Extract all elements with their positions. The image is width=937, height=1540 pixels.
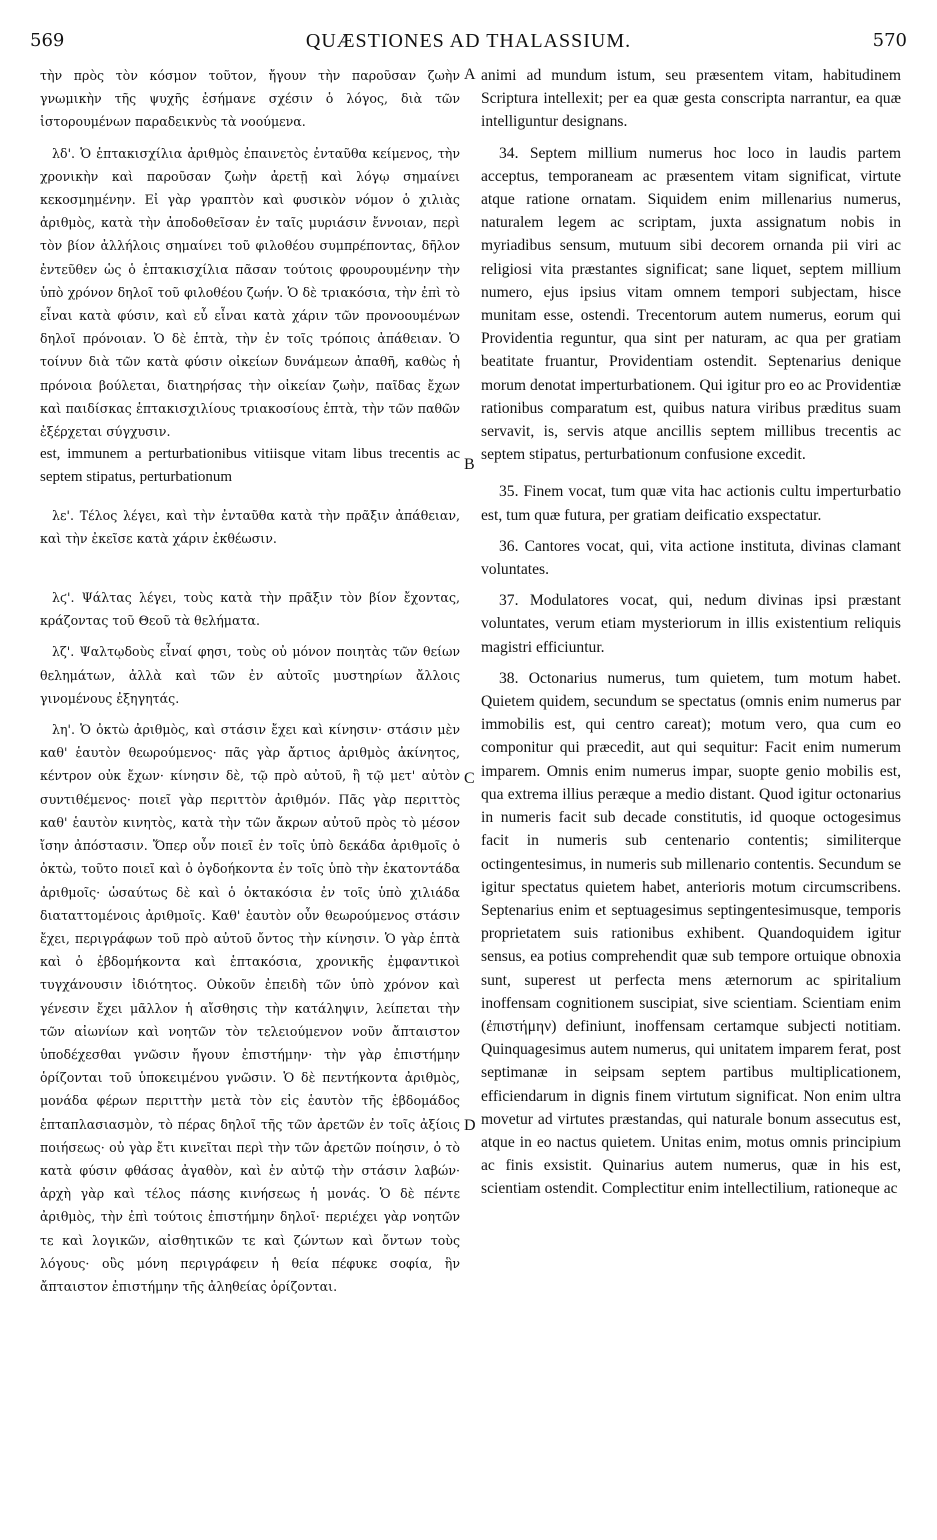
latin-paragraph-34: 34. Septem millium numerus hoc loco in laudis partem acceptus, temporaneam ac præsentem vitam significat, virtute atque ratione ornatam. Siquidem enim millenarius numerus, naturalem legem ac scriptam, juxta assignatum nobis in myriadibus sensum, mutuum sibi decorem ornanda pii viri ac religiosi vita præstantes significat; sane liquet, septem millium numero, ejus ipsius vitam omnem tempori subjectam, hisce munitam esse, ostendi. Trecentorum autem numerus, eorum qui Providentia reguntur, qua sint per naturam, ac qua per gratiam beatitate fruantur, Providentiam ostendit. Septenarius denique morum denotat imperturbationem. Qui igitur pro eo ac Providentiæ rationibus comparatum est, quibus natura viribus præditus suam servavit, is, servis atque ancillis septem millibus trecentis ac septem stipatus, perturbationum confusione excedit. <box>481 144 901 464</box>
margin-marker-b: B <box>464 456 475 473</box>
margin-marker-d: D <box>464 1117 476 1134</box>
latin-column <box>481 64 901 1500</box>
greek-paragraph-36: λϛ'. Ψάλτας λέγει, τοὺς κατὰ τὴν πρᾶξιν τὸν βίον ἔχοντας, κράζοντας τοῦ Θεοῦ τὰ θελήματα. <box>40 590 460 629</box>
margin-marker-a: A <box>464 66 476 83</box>
latin-carryover-line: est, immunem a perturbationibus vitiisque vitam libus trecentis ac septem stipatus, perturbationum <box>40 446 460 486</box>
greek-paragraph-34: λδ'. Ὁ ἑπτακισχίλια ἀριθμὸς ἐπαινετὸς ἐνταῦθα κείμενος, τὴν χρονικὴν καὶ παροῦσαν ζωὴν ἀρετῇ καὶ λόγῳ σημαίνει κεκοσμημένην. Εἰ γὰρ γραπτὸν καὶ φυσικὸν νόμον ὁ χιλιὰς ἀριθμὸς, κατὰ τὴν ἀποδοθεῖσαν ἐν ταῖς μυριάσιν ἔννοιαν, περὶ τὸν βίον ἀλλήλοις σημαίνει τοῦ φιλοθέου συμπρέποντας, δῆλον ἐντεῦθεν ὡς ὁ ἑπτακισχίλια πᾶσαν τούτοις φρουρουμένην τὴν ὑπὸ χρόνον δηλοῖ τοῦ φιλοθέου ζωήν. Ὁ δὲ τριακόσια, τὴν ἐπὶ τὸ εἶναι κατὰ φύσιν, καὶ εὖ εἶναι κατὰ χάριν τῶν προνοουμένων δηλοῖ πρόνοιαν. Ὁ δὲ ἑπτὰ, τὴν ἐν τοῖς τρόποις ἀπάθειαν. Ὁ τοίνυν διὰ τῶν κατὰ φύσιν οἰκείων δυνάμεων ἀπαθῆ, καθὼς ἡ πρόνοια βούλεται, διατηρήσας τὴν οἰκείαν ζωὴν, παῖδας ἔχων καὶ παιδίσκας ἑπτακισχιλίους τριακοσίους ἑπτὰ, τὴν τῶν παθῶν ἐξέρχεται σύγχυσιν. <box>40 145 460 440</box>
greek-column <box>40 64 460 1500</box>
latin-paragraph-38: 38. Octonarius numerus, tum quietem, tum motum habet. Quietem quidem, secundum se spectatus (omnis enim numerus par immobilis est, qui centro careat); motum vero, qua cum eo componitur qui præcedit, aut qui sequitur: Facit enim numerum imparem. Omnis enim numerus impar, suopte genio mobilis est, qua extrema illius peræque a medio distant. Quod igitur octonarius in numeris facit sub decade constitutis, id quoque octogesimus facit in numeris sub centenario contentis; similiterque octingentesimus, in numeris sub millenario contentis. Secundum se igitur spectatus quietem habet, anterioris motum circumscribens. Septenarius enim et septuagesimus septingentesimusque, temporis proprietatem suis rationibus exhibent. Quandoquidem igitur sensus, ea potius comprehendit quæ sub tempore ortuique obnoxia sunt, superest ut perfecta mens æternorum ac spiritalium inoffensam cognitionem suscipiat, sive scientiam. Scientiam enim (ἐπιστήμην) definiunt, inoffensam certamque subjecti notitiam. Quinquagesimus autem numerus, qui unitatem imparem ferat, post septimanæ in seipsam septem partibus multiplicationem, efficiendarum in dignis finem virtutum significat. Non enim ultra movetur ad virtutes præstandas, qui naturale bonum assecutus est, atque in eo nactus quietem. Unitas enim, motus omnis principium ac finis exsistit. Quinarius autem numerus, quæ in his est, scientiam ostendit. Complectitur enim intellectilium, rationeque ac <box>481 669 901 1198</box>
greek-paragraph-38: λη'. Ὁ ὀκτὼ ἀριθμὸς, καὶ στάσιν ἔχει καὶ κίνησιν· στάσιν μὲν καθ' ἑαυτὸν θεωρούμενος· πᾶς γὰρ ἄρτιος ἀριθμὸς ἀκίνητος, κέντρον οὐκ ἔχων· κίνησιν δὲ, τῷ πρὸ αὐτοῦ, ἢ τῷ μετ' αὐτὸν συντιθέμενος· ποιεῖ γὰρ περιττὸν ἀριθμόν. Πᾶς γὰρ περιττὸς καθ' ἑαυτὸν κινητὸς, κατὰ τὴν τῶν ἄκρων αὐτοῦ πρὸς τὸ μέσον ἴσην ἀπόστασιν. Ὅπερ οὖν ποιεῖ ἐν τοῖς ὑπὸ δεκάδα ἀριθμοῖς ὁ ὀκτὼ, τοῦτο ποιεῖ καὶ ὁ ὀγδοήκοντα ἐν τοῖς ὑπὸ τὴν ἑκατοντάδα ἀριθμοῖς· ὡσαύτως δὲ καὶ ὁ ὀκτακόσια ἐν τοῖς ὑπὸ χιλιάδα διαταττομένοις ἀριθμοῖς. Καθ' ἑαυτὸν οὖν θεωρούμενος στάσιν ἔχει, περιγράφων τοῦ πρὸ αὐτοῦ ὄντος τὴν κίνησιν. Ὁ γὰρ ἑπτὰ καὶ ὁ ἑβδομήκοντα καὶ ἑπτακόσια, χρονικῆς ἐμφαντικοὶ τυγχάνουσιν ἰδιότητος. Οὐκοῦν ἐπειδὴ τῶν ὑπὸ χρόνον καὶ γένεσιν ἔχει μᾶλλον ἡ αἴσθησις τὴν κατάληψιν, λείπεται τὴν τῶν αἰωνίων καὶ νοητῶν τὸν τελειούμενον νοῦν ἄπταιστον ὑποδέχεσθαι γνῶσιν ἤγουν ἐπιστήμην· τὴν γὰρ ἐπιστήμην ὁρίζονται τοῦ ὑποκειμένου γνῶσιν. Ὁ δὲ πεντήκοντα ἀριθμὸς, μονάδα φέρων περιττὴν μετὰ τὸν εἰς ἑαυτὸν τῆς ἑβδομάδος ἑπταπλασιασμὸν, τὸ πέρας δηλοῖ τῆς τῶν ἀρετῶν ἐν τοῖς ἀξίοις ποιήσεως· οὐ γὰρ ἔτι κινεῖται περὶ τὴν τῶν ἀρετῶν ποίησιν, ὁ τὸ κατὰ φύσιν φθάσας ἀγαθὸν, καὶ ἐν αὐτῷ τὴν στάσιν λαβών· ἀρχὴ γὰρ καὶ τέλος πάσης κινήσεως ἡ μονάς. Ὁ δὲ πέντε ἀριθμὸς, τὴν ἐπὶ τούτοις ἐπιστήμην δηλοῖ· περιέχει γὰρ νοητῶν τε καὶ λογικῶν, αἰσθητικῶν τε καὶ ζώντων καὶ ὄντων τοὺς λόγους· οὓς μόνη περιγράφειν ἡ θεία πέφυκε σοφία, ἣν ἄπταιστον ἐπιστήμην τῆς ἀληθείας ὁρίζονται. <box>40 722 460 1294</box>
greek-paragraph-35: λε'. Τέλος λέγει, καὶ τὴν ἐνταῦθα κατὰ τὴν πρᾶξιν ἀπάθειαν, καὶ τὴν ἐκεῖσε κατὰ χάριν ἐκθέωσιν. <box>40 507 460 546</box>
latin-paragraph-37: 37. Modulatores vocat, qui, nedum divinas ipsi præstant voluntates, verum etiam mysteriorum in illis existentium reliquis magistri efficiuntur. <box>481 592 901 656</box>
latin-intro: animi ad mundum istum, seu præsentem vitam, habitudinem Scriptura intellexit; per ea quæ gesta conscripta narrantur, ea quæ intelliguntur designans. <box>481 67 901 131</box>
greek-intro: τὴν πρὸς τὸν κόσμον τοῦτον, ἤγουν τὴν παροῦσαν ζωὴν γνωμικὴν τῆς ψυχῆς ἐσήμανε σχέσιν ὁ λόγος, διὰ τῶν ἱστορουμένων παραδεικνὺς τὰ νοούμενα. <box>40 68 460 130</box>
page-number-right: 570 <box>872 30 907 51</box>
page-number-left: 569 <box>30 30 65 51</box>
margin-marker-c: C <box>464 770 475 787</box>
greek-paragraph-37: λζ'. Ψαλτῳδοὺς εἶναί φησι, τοὺς οὐ μόνον ποιητὰς τῶν θείων θελημάτων, ἀλλὰ καὶ τῶν ἐν αὐτοῖς μυστηρίων ἄλλοις γινομένους ἐξηγητάς. <box>40 644 460 706</box>
latin-paragraph-35: 35. Finem vocat, tum quæ vita hac actionis cultu imperturbatio est, tum quæ futura, per gratiam deificatio exspectatur. <box>481 483 901 524</box>
running-title: QUÆSTIONES AD THALASSIUM. <box>305 30 632 52</box>
latin-paragraph-36: 36. Cantores vocat, qui, vita actione instituta, divinas clamant voluntates. <box>481 537 901 579</box>
running-header <box>30 30 907 60</box>
